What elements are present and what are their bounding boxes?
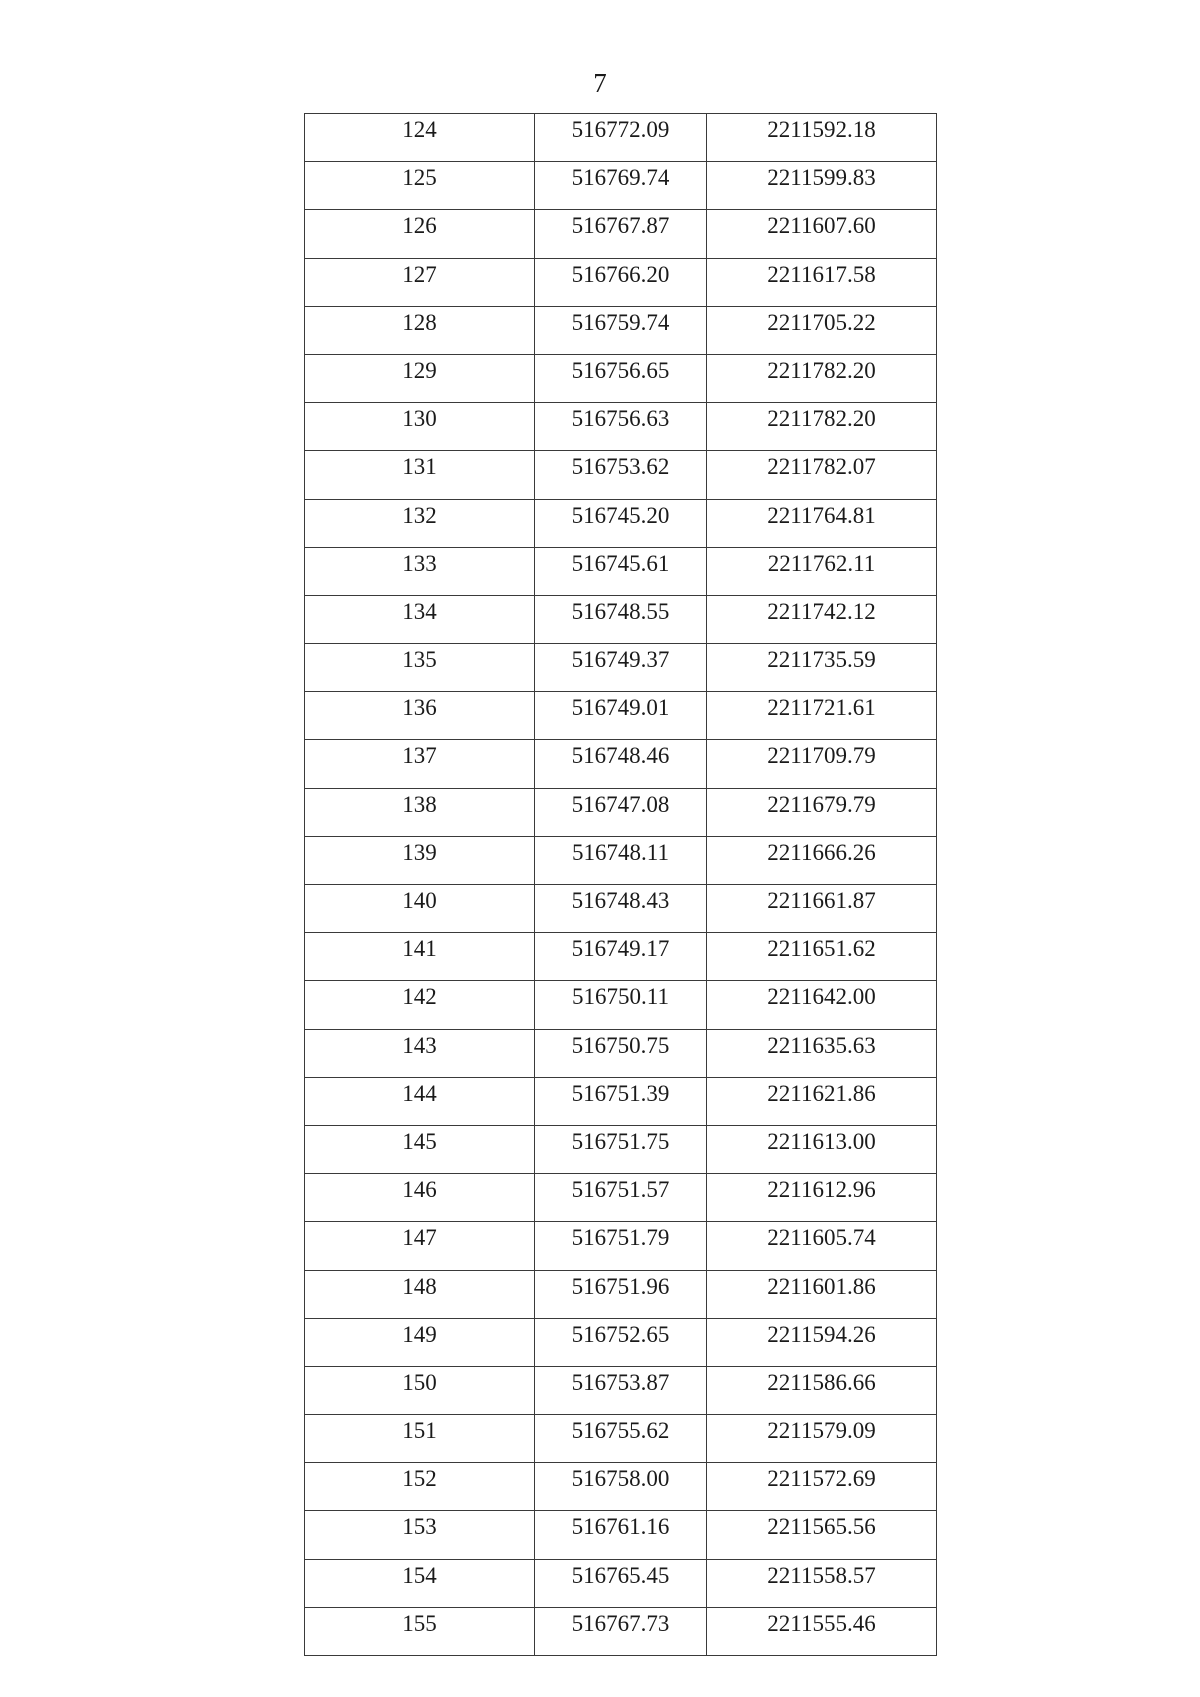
table-row: [305, 740, 937, 788]
table-row: [305, 114, 937, 162]
table-row: [305, 1559, 937, 1607]
point-number-cell: 149: [305, 1318, 535, 1366]
table-row: [305, 1415, 937, 1463]
point-number-cell: 155: [305, 1607, 535, 1655]
table-row: [305, 595, 937, 643]
point-number-cell: 132: [305, 499, 535, 547]
point-number-cell: 139: [305, 836, 535, 884]
table-row: [305, 499, 937, 547]
y-coordinate-cell: 2211592.18: [707, 114, 937, 162]
table-row: [305, 644, 937, 692]
table-row: [305, 1029, 937, 1077]
y-coordinate-cell: 2211721.61: [707, 692, 937, 740]
table-row: [305, 162, 937, 210]
x-coordinate-cell: 516765.45: [535, 1559, 707, 1607]
x-coordinate-cell: 516749.37: [535, 644, 707, 692]
x-coordinate-cell: 516750.75: [535, 1029, 707, 1077]
table-row: [305, 1174, 937, 1222]
point-number-cell: 125: [305, 162, 535, 210]
x-coordinate-cell: 516753.87: [535, 1366, 707, 1414]
x-coordinate-cell: 516759.74: [535, 306, 707, 354]
point-number-cell: 135: [305, 644, 535, 692]
table-row: [305, 354, 937, 402]
x-coordinate-cell: 516748.43: [535, 885, 707, 933]
table-row: [305, 547, 937, 595]
x-coordinate-cell: 516767.87: [535, 210, 707, 258]
y-coordinate-cell: 2211621.86: [707, 1077, 937, 1125]
table-row: [305, 1607, 937, 1655]
point-number-cell: 136: [305, 692, 535, 740]
y-coordinate-cell: 2211762.11: [707, 547, 937, 595]
table-row: [305, 1125, 937, 1173]
point-number-cell: 142: [305, 981, 535, 1029]
table-row: [305, 210, 937, 258]
y-coordinate-cell: 2211735.59: [707, 644, 937, 692]
y-coordinate-cell: 2211601.86: [707, 1270, 937, 1318]
point-number-cell: 150: [305, 1366, 535, 1414]
y-coordinate-cell: 2211651.62: [707, 933, 937, 981]
table-row: [305, 692, 937, 740]
y-coordinate-cell: 2211666.26: [707, 836, 937, 884]
x-coordinate-cell: 516749.01: [535, 692, 707, 740]
table-row: [305, 1077, 937, 1125]
point-number-cell: 144: [305, 1077, 535, 1125]
point-number-cell: 127: [305, 258, 535, 306]
point-number-cell: 146: [305, 1174, 535, 1222]
point-number-cell: 129: [305, 354, 535, 402]
table-row: [305, 788, 937, 836]
table-row: [305, 933, 937, 981]
table-row: [305, 1222, 937, 1270]
x-coordinate-cell: 516772.09: [535, 114, 707, 162]
table-row: [305, 1318, 937, 1366]
y-coordinate-cell: 2211679.79: [707, 788, 937, 836]
x-coordinate-cell: 516747.08: [535, 788, 707, 836]
table-row: [305, 306, 937, 354]
x-coordinate-cell: 516748.11: [535, 836, 707, 884]
y-coordinate-cell: 2211555.46: [707, 1607, 937, 1655]
x-coordinate-cell: 516748.46: [535, 740, 707, 788]
x-coordinate-cell: 516751.96: [535, 1270, 707, 1318]
y-coordinate-cell: 2211607.60: [707, 210, 937, 258]
point-number-cell: 124: [305, 114, 535, 162]
point-number-cell: 137: [305, 740, 535, 788]
x-coordinate-cell: 516750.11: [535, 981, 707, 1029]
y-coordinate-cell: 2211565.56: [707, 1511, 937, 1559]
table-row: [305, 403, 937, 451]
point-number-cell: 133: [305, 547, 535, 595]
y-coordinate-cell: 2211709.79: [707, 740, 937, 788]
point-number-cell: 145: [305, 1125, 535, 1173]
x-coordinate-cell: 516751.79: [535, 1222, 707, 1270]
x-coordinate-cell: 516769.74: [535, 162, 707, 210]
point-number-cell: 140: [305, 885, 535, 933]
y-coordinate-cell: 2211782.20: [707, 354, 937, 402]
y-coordinate-cell: 2211617.58: [707, 258, 937, 306]
point-number-cell: 128: [305, 306, 535, 354]
y-coordinate-cell: 2211586.66: [707, 1366, 937, 1414]
point-number-cell: 126: [305, 210, 535, 258]
point-number-cell: 148: [305, 1270, 535, 1318]
table-row: [305, 1366, 937, 1414]
x-coordinate-cell: 516751.57: [535, 1174, 707, 1222]
y-coordinate-cell: 2211742.12: [707, 595, 937, 643]
x-coordinate-cell: 516751.75: [535, 1125, 707, 1173]
point-number-cell: 134: [305, 595, 535, 643]
x-coordinate-cell: 516752.65: [535, 1318, 707, 1366]
x-coordinate-cell: 516766.20: [535, 258, 707, 306]
x-coordinate-cell: 516755.62: [535, 1415, 707, 1463]
page-number: 7: [593, 68, 607, 98]
table-row: [305, 258, 937, 306]
coordinates-table-body: [305, 114, 937, 1656]
x-coordinate-cell: 516758.00: [535, 1463, 707, 1511]
table-row: [305, 1463, 937, 1511]
point-number-cell: 143: [305, 1029, 535, 1077]
point-number-cell: 138: [305, 788, 535, 836]
y-coordinate-cell: 2211599.83: [707, 162, 937, 210]
point-number-cell: 131: [305, 451, 535, 499]
y-coordinate-cell: 2211705.22: [707, 306, 937, 354]
table-row: [305, 836, 937, 884]
y-coordinate-cell: 2211764.81: [707, 499, 937, 547]
x-coordinate-cell: 516751.39: [535, 1077, 707, 1125]
y-coordinate-cell: 2211635.63: [707, 1029, 937, 1077]
x-coordinate-cell: 516745.61: [535, 547, 707, 595]
table-row: [305, 1270, 937, 1318]
x-coordinate-cell: 516748.55: [535, 595, 707, 643]
y-coordinate-cell: 2211782.07: [707, 451, 937, 499]
point-number-cell: 152: [305, 1463, 535, 1511]
table-row: [305, 1511, 937, 1559]
y-coordinate-cell: 2211572.69: [707, 1463, 937, 1511]
y-coordinate-cell: 2211579.09: [707, 1415, 937, 1463]
x-coordinate-cell: 516753.62: [535, 451, 707, 499]
y-coordinate-cell: 2211782.20: [707, 403, 937, 451]
x-coordinate-cell: 516756.63: [535, 403, 707, 451]
table-row: [305, 981, 937, 1029]
point-number-cell: 147: [305, 1222, 535, 1270]
x-coordinate-cell: 516756.65: [535, 354, 707, 402]
coordinates-table: [304, 113, 937, 1656]
x-coordinate-cell: 516749.17: [535, 933, 707, 981]
x-coordinate-cell: 516745.20: [535, 499, 707, 547]
table-row: [305, 885, 937, 933]
y-coordinate-cell: 2211642.00: [707, 981, 937, 1029]
point-number-cell: 130: [305, 403, 535, 451]
y-coordinate-cell: 2211594.26: [707, 1318, 937, 1366]
x-coordinate-cell: 516761.16: [535, 1511, 707, 1559]
y-coordinate-cell: 2211661.87: [707, 885, 937, 933]
table-row: [305, 451, 937, 499]
y-coordinate-cell: 2211612.96: [707, 1174, 937, 1222]
point-number-cell: 151: [305, 1415, 535, 1463]
point-number-cell: 141: [305, 933, 535, 981]
point-number-cell: 154: [305, 1559, 535, 1607]
x-coordinate-cell: 516767.73: [535, 1607, 707, 1655]
point-number-cell: 153: [305, 1511, 535, 1559]
y-coordinate-cell: 2211558.57: [707, 1559, 937, 1607]
y-coordinate-cell: 2211605.74: [707, 1222, 937, 1270]
y-coordinate-cell: 2211613.00: [707, 1125, 937, 1173]
